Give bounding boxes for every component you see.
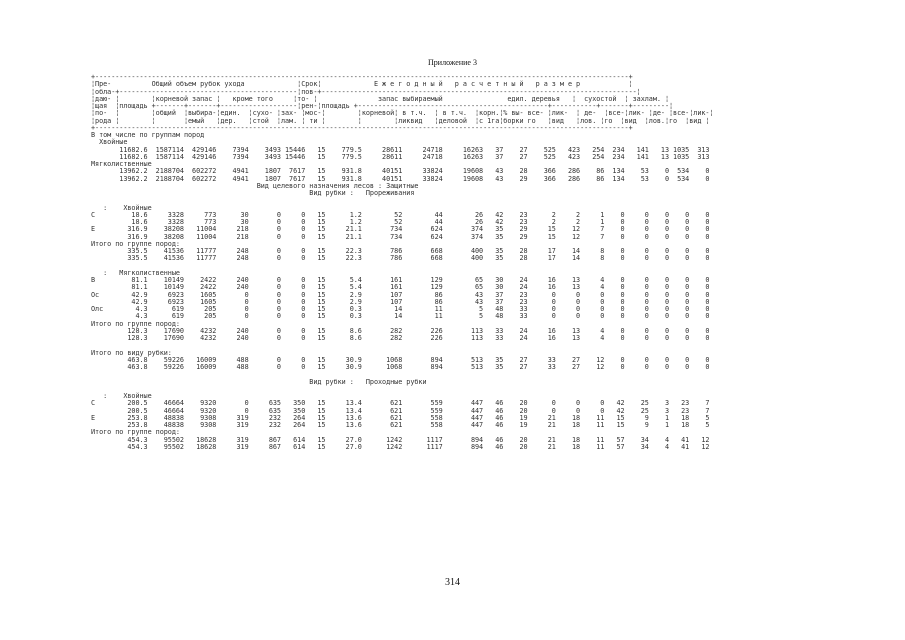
- table-line: ¦щая ¦площадь +-------+-------+-------------------¦рен-¦площадь +-----------------------------------------------+-----------+-------+---------¦: [91, 102, 674, 110]
- table-line: 42.9 6923 1605 0 0 0 15 2.9 107 86 43 37 23 0 0 0 0 0 0 0 0: [91, 297, 710, 306]
- table-line: ¦обла-+--------------------------------------------¦пов-+------------------------------------------------------------------------------¦: [91, 87, 641, 96]
- table-line: 128.3 17690 4232 240 0 0 15 8.6 282 226 113 33 24 16 13 4 0 0 0 0 0: [91, 334, 710, 342]
- table-line: 13962.2 2188704 602272 4941 1807 7617 15 931.8 40151 33824 19608 43 29 366 286 86 134 53 0 534 0: [91, 174, 710, 183]
- table-line: +------------------------------------------------------------------------------------------------------------------------------------+: [91, 123, 633, 132]
- table-line: Е 316.9 38208 11004 218 0 0 15 21.1 734 624 374 35 29 15 12 7 0 0 0 0 0: [91, 225, 710, 234]
- table-line: С 200.5 46664 9320 0 635 350 15 13.4 621 559 447 46 20 0 0 0 42 25 3 23 7: [91, 399, 710, 408]
- table-line: [91, 342, 813, 349]
- table-line: ¦Пре- Общий объем рубок ухода ¦Срок¦ Е ж е г о д н ы й р а с ч е т н ы й р а з м е р ¦: [91, 80, 633, 89]
- table-line: С 18.6 3328 773 30 0 0 15 1.2 52 44 26 42 23 2 2 1 0 0 0 0 0: [91, 210, 710, 219]
- table-line: 454.3 95502 18628 319 867 614 15 27.0 1242 1117 894 46 20 21 18 11 57 34 4 41 12: [91, 442, 710, 451]
- table-line: : Хвойные: [91, 203, 152, 212]
- table-line: Вид рубки : Проходные рубки: [91, 377, 427, 386]
- table-line: Е 253.8 48838 9308 319 232 264 15 13.6 621 558 447 46 19 21 18 11 15 9 1 18 5: [91, 413, 710, 422]
- table-line: 454.3 95502 18628 319 867 614 15 27.0 1242 1117 894 46 20 21 18 11 57 34 4 41 12: [91, 435, 710, 444]
- table-line: 335.5 41536 11777 248 0 0 15 22.3 786 668 400 35 28 17 14 8 0 0 0 0 0: [91, 247, 710, 255]
- table-line: : Хвойные: [91, 392, 152, 400]
- table-line: 18.6 3328 773 30 0 0 15 1.2 52 44 26 42 23 2 2 1 0 0 0 0 0: [91, 218, 710, 226]
- table-line: Мягколиственные: [91, 160, 152, 168]
- table-line: 11682.6 1587114 429146 7394 3493 15446 15 779.5 28611 24718 16263 37 27 525 423 254 234 141 13 1035 313: [91, 152, 710, 161]
- table-line: 11682.6 1587114 429146 7394 3493 15446 15 779.5 28611 24718 16263 37 27 525 423 254 234 141 13 1035 313: [91, 145, 710, 154]
- table-line: [91, 386, 813, 393]
- table-line: 200.5 46664 9320 0 635 350 15 13.4 621 559 447 46 20 0 0 0 42 25 3 23 7: [91, 406, 710, 415]
- page-number: 314: [445, 577, 460, 588]
- table-line: Итого по группе пород:: [91, 319, 180, 328]
- table-line: 316.9 38208 11004 218 0 0 15 21.1 734 624 374 35 29 15 12 7 0 0 0 0 0: [91, 232, 710, 241]
- table-line: 128.3 17690 4232 240 0 0 15 8.6 282 226 113 33 24 16 13 4 0 0 0 0 0: [91, 326, 710, 335]
- table-line: 463.8 59226 16009 488 0 0 15 30.9 1068 894 513 35 27 33 27 12 0 0 0 0 0: [91, 363, 710, 371]
- table-line: ¦рода ¦ ¦ ¦емый ¦дер. ¦стой ¦лам. ¦ ти ¦ ¦ ¦ликвид ¦деловой ¦с 1га¦борки го ¦вид ¦лов. ¦го ¦вид ¦лов.¦го ¦вид ¦: [91, 116, 710, 125]
- table-line: Вид целевого назначения лесов : Защитные: [91, 181, 419, 190]
- table-line: 253.8 48838 9308 319 232 264 15 13.6 621 558 447 46 19 21 18 11 15 9 1 18 5: [91, 421, 710, 429]
- table-line: 81.1 10149 2422 240 0 0 15 5.4 161 129 65 30 24 16 13 4 0 0 0 0 0: [91, 283, 710, 292]
- table-line: В том числе по группам пород: [91, 131, 205, 139]
- table-line: : Мягколиственные: [91, 268, 180, 277]
- table-line: Итого по группе пород:: [91, 239, 180, 248]
- table-line: Итого по виду рубки:: [91, 348, 172, 357]
- table-line: Вид рубки : Прореживания: [91, 189, 415, 197]
- table-line: 4.3 619 205 0 0 0 15 0.3 14 11 5 48 33 0 0 0 0 0 0 0 0: [91, 312, 710, 321]
- table-line: Хвойные: [91, 138, 128, 147]
- table-line: Итого по группе пород:: [91, 428, 180, 437]
- table-line: ¦даю- ¦ ¦корневой запас ¦ кроме того ¦то- ¦ запас выбираемый едил. деревья ¦ сухостой ¦ захлам. ¦: [91, 94, 670, 103]
- table-line: ¦по- ¦ ¦общий ¦выбира-¦един. ¦сухо- ¦зах- ¦мос-¦ ¦корневой¦ в т.ч. ¦ в т.ч. ¦корн.¦% вы- всe- ¦лик- ¦ де- ¦все-¦лик- ¦де- ¦все-¦лик-¦: [91, 109, 714, 118]
- table-line: +------------------------------------------------------------------------------------------------------------------------------------+: [91, 74, 633, 81]
- table-line: [91, 263, 813, 270]
- calculation-table: [91, 74, 813, 564]
- table-line: 335.5 41536 11777 248 0 0 15 22.3 786 668 400 35 28 17 14 8 0 0 0 0 0: [91, 254, 710, 263]
- table-line: В 81.1 10149 2422 240 0 0 15 5.4 161 129 65 30 24 16 13 4 0 0 0 0 0: [91, 276, 710, 284]
- table-line: Ос 42.9 6923 1605 0 0 0 15 2.9 107 86 43 37 23 0 0 0 0 0 0 0 0: [91, 290, 710, 299]
- appendix-heading: Приложение 3: [428, 58, 477, 67]
- table-line: Олс 4.3 619 205 0 0 0 15 0.3 14 11 5 48 33 0 0 0 0 0 0 0 0: [91, 305, 710, 313]
- table-line: 463.8 59226 16009 488 0 0 15 30.9 1068 894 513 35 27 33 27 12 0 0 0 0 0: [91, 355, 710, 364]
- table-line: 13962.2 2188704 602272 4941 1807 7617 15 931.8 40151 33824 19608 43 28 366 286 86 134 53 0 534 0: [91, 167, 710, 176]
- table-line: [91, 197, 813, 204]
